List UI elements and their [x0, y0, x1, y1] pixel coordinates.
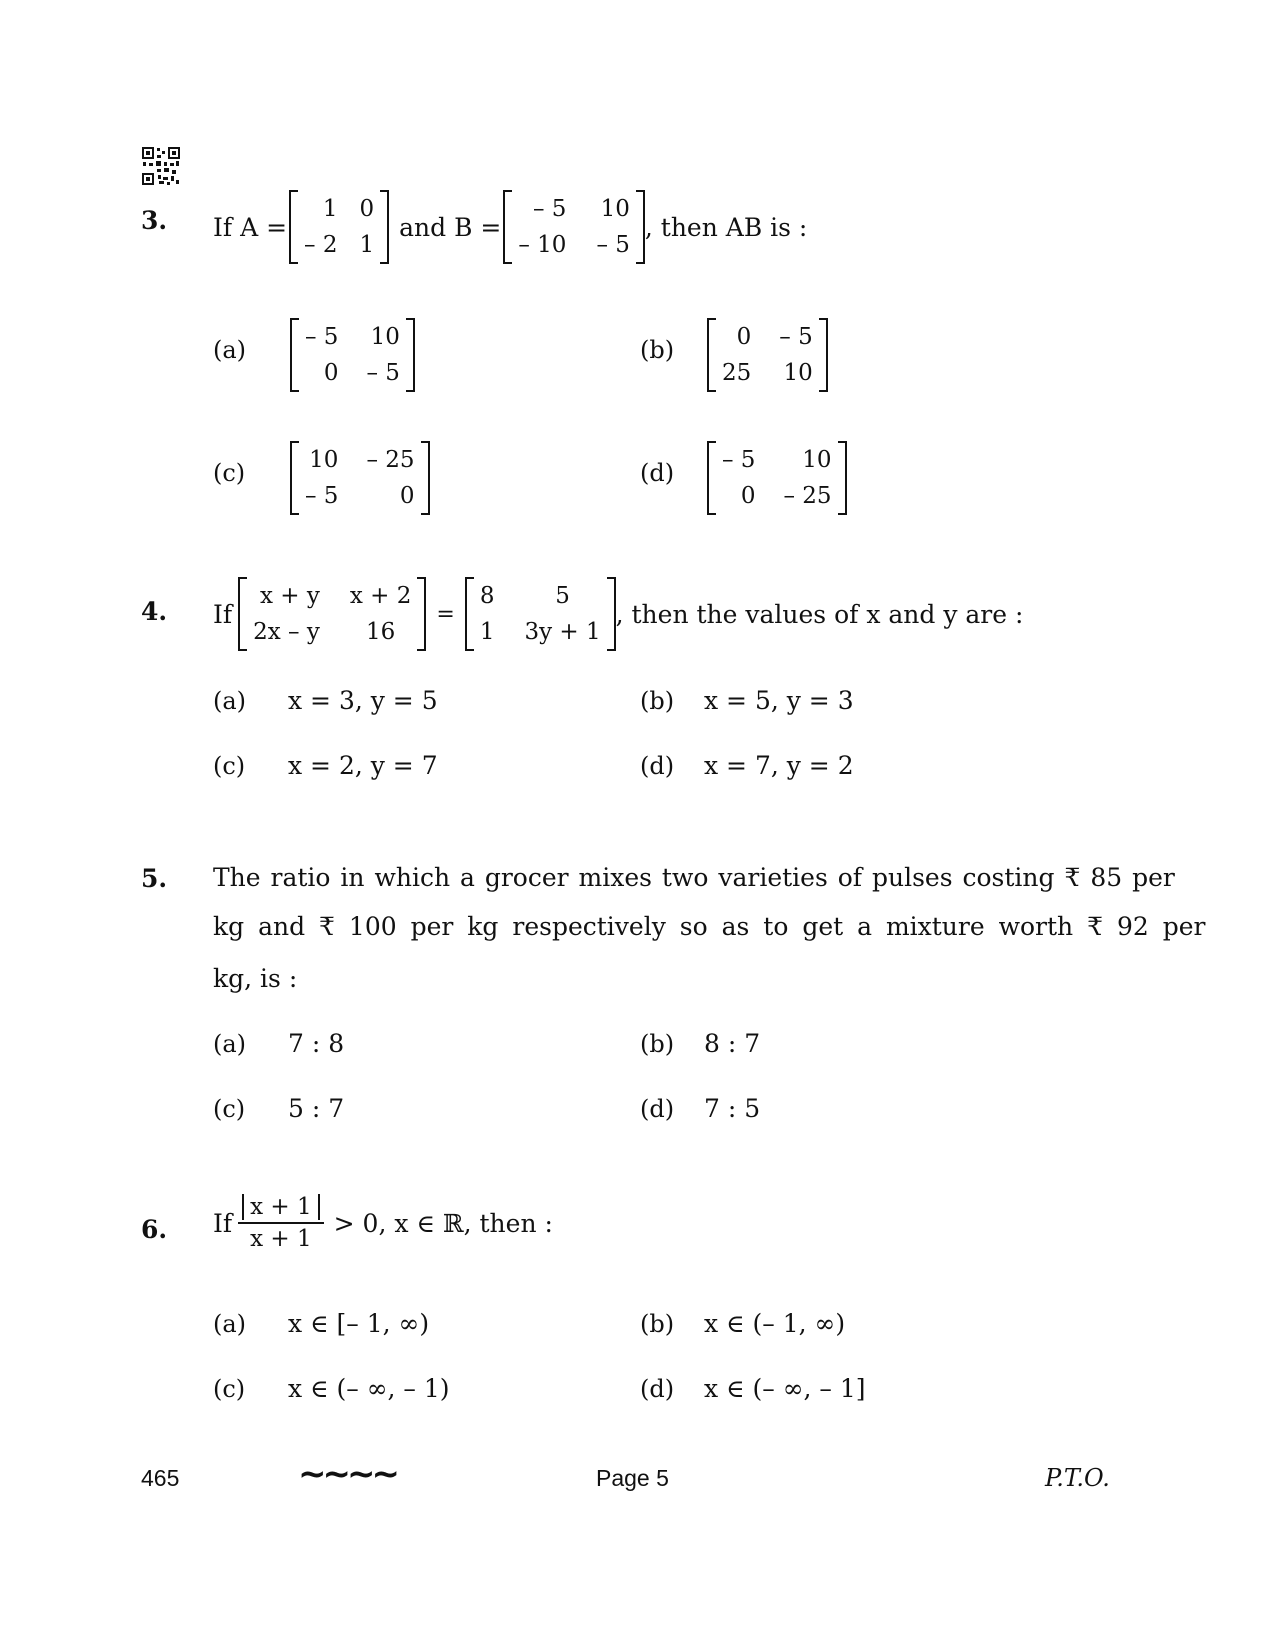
option-label: (b) — [640, 1030, 675, 1058]
pto-label: P.T.O. — [1045, 1464, 1110, 1492]
matrix-cell: 0 — [359, 196, 375, 222]
question-stem-line: The ratio in which a grocer mixes two varieties of pulses costing ₹ 85 per — [213, 863, 1175, 892]
option-b-text[interactable]: 8 : 7 — [704, 1029, 761, 1058]
option-a-matrix[interactable] — [290, 318, 415, 392]
stem-text: and B = — [399, 212, 502, 242]
matrix-cell: 25 — [722, 360, 752, 386]
question-number: 4. — [141, 597, 168, 626]
matrix-cell: 2x – y — [253, 619, 320, 645]
matrix-cell: 0 — [323, 360, 339, 386]
option-label: (b) — [640, 1310, 675, 1338]
equals-sign: = — [436, 601, 455, 627]
ornament: ~~~~ — [298, 1454, 396, 1494]
option-d-text[interactable]: 7 : 5 — [704, 1094, 761, 1123]
matrix-cell: 8 — [479, 583, 495, 609]
matrix-cell: – 5 — [305, 324, 339, 350]
question-number: 5. — [141, 864, 168, 893]
option-label: (c) — [213, 1095, 246, 1123]
option-c-text[interactable]: x ∈ (– ∞, – 1) — [288, 1374, 450, 1403]
stem-text: If — [213, 599, 233, 629]
matrix-cell: – 5 — [596, 232, 630, 258]
stem-text: , then AB is : — [644, 212, 808, 242]
matrix-cell: x + 2 — [349, 583, 412, 609]
option-d-text[interactable]: x ∈ (– ∞, – 1] — [704, 1374, 866, 1403]
option-b-matrix[interactable] — [707, 318, 828, 392]
option-label: (d) — [640, 1095, 675, 1123]
option-label: (b) — [640, 687, 675, 715]
option-d-matrix[interactable] — [707, 441, 847, 515]
option-label: (a) — [213, 687, 247, 715]
option-label: (a) — [213, 336, 247, 364]
option-label: (d) — [640, 1375, 675, 1403]
option-b-text[interactable]: x = 5, y = 3 — [704, 686, 854, 715]
matrix-cell: 1 — [322, 196, 338, 222]
question-stem-line: kg and ₹ 100 per kg respectively so as to get a mixture worth ₹ 92 per — [213, 912, 1206, 941]
matrix-cell: 0 — [399, 483, 415, 509]
matrix-cell: – 5 — [532, 196, 567, 222]
option-label: (a) — [213, 1030, 247, 1058]
stem-text: > 0, x ∈ ℝ, then : — [333, 1208, 553, 1238]
question-stem — [213, 577, 1023, 651]
option-label: (a) — [213, 1310, 247, 1338]
matrix-cell: – 5 — [779, 324, 813, 350]
matrix-cell: 10 — [309, 447, 339, 473]
question-stem — [213, 190, 807, 264]
option-label: (c) — [213, 1375, 246, 1403]
matrix-cell: 16 — [365, 619, 396, 645]
fraction-numerator: x + 1 — [242, 1194, 320, 1220]
question-stem — [213, 1194, 553, 1252]
matrix-cell: – 5 — [366, 360, 400, 386]
page-number: Page 5 — [596, 1465, 669, 1491]
paper-code: 465 — [141, 1465, 180, 1491]
matrix-cell: 5 — [555, 583, 570, 609]
matrix-cell: 10 — [600, 196, 630, 222]
option-a-text[interactable]: 7 : 8 — [288, 1029, 345, 1058]
option-a-text[interactable]: x ∈ [– 1, ∞) — [288, 1309, 430, 1338]
matrix-cell: – 10 — [518, 232, 567, 258]
option-label: (d) — [640, 752, 675, 780]
option-label: (d) — [640, 459, 675, 487]
matrix-lhs — [238, 577, 426, 651]
qr-code — [141, 146, 181, 186]
fraction — [238, 1194, 324, 1252]
stem-text: , then the values of x and y are : — [615, 599, 1024, 629]
matrix-cell: – 2 — [304, 232, 338, 258]
option-label: (b) — [640, 336, 675, 364]
fraction-denominator: x + 1 — [250, 1226, 312, 1252]
option-c-text[interactable]: 5 : 7 — [288, 1094, 345, 1123]
option-label: (c) — [213, 459, 246, 487]
matrix-cell: 10 — [783, 360, 813, 386]
matrix-cell: – 25 — [783, 483, 832, 509]
option-c-text[interactable]: x = 2, y = 7 — [288, 751, 438, 780]
stem-text: If — [213, 1208, 233, 1238]
option-d-text[interactable]: x = 7, y = 2 — [704, 751, 854, 780]
matrix-cell: 10 — [370, 324, 400, 350]
question-number: 6. — [141, 1215, 168, 1244]
matrix-cell: – 25 — [366, 447, 415, 473]
matrix-cell: 1 — [359, 232, 375, 258]
question-number: 3. — [141, 206, 168, 235]
matrix-cell: 10 — [802, 447, 832, 473]
matrix-b — [503, 190, 645, 264]
matrix-rhs — [465, 577, 616, 651]
matrix-cell: x + y — [260, 583, 320, 609]
matrix-cell: 0 — [736, 324, 752, 350]
matrix-cell: – 5 — [305, 483, 339, 509]
option-b-text[interactable]: x ∈ (– 1, ∞) — [704, 1309, 846, 1338]
stem-text: If A = — [213, 212, 288, 242]
matrix-a — [289, 190, 389, 264]
matrix-cell: 3y + 1 — [524, 619, 601, 645]
option-c-matrix[interactable] — [290, 441, 430, 515]
question-stem-line: kg, is : — [213, 964, 298, 993]
option-a-text[interactable]: x = 3, y = 5 — [288, 686, 438, 715]
matrix-cell: 0 — [740, 483, 756, 509]
matrix-cell: – 5 — [722, 447, 756, 473]
matrix-cell: 1 — [479, 619, 495, 645]
option-label: (c) — [213, 752, 246, 780]
